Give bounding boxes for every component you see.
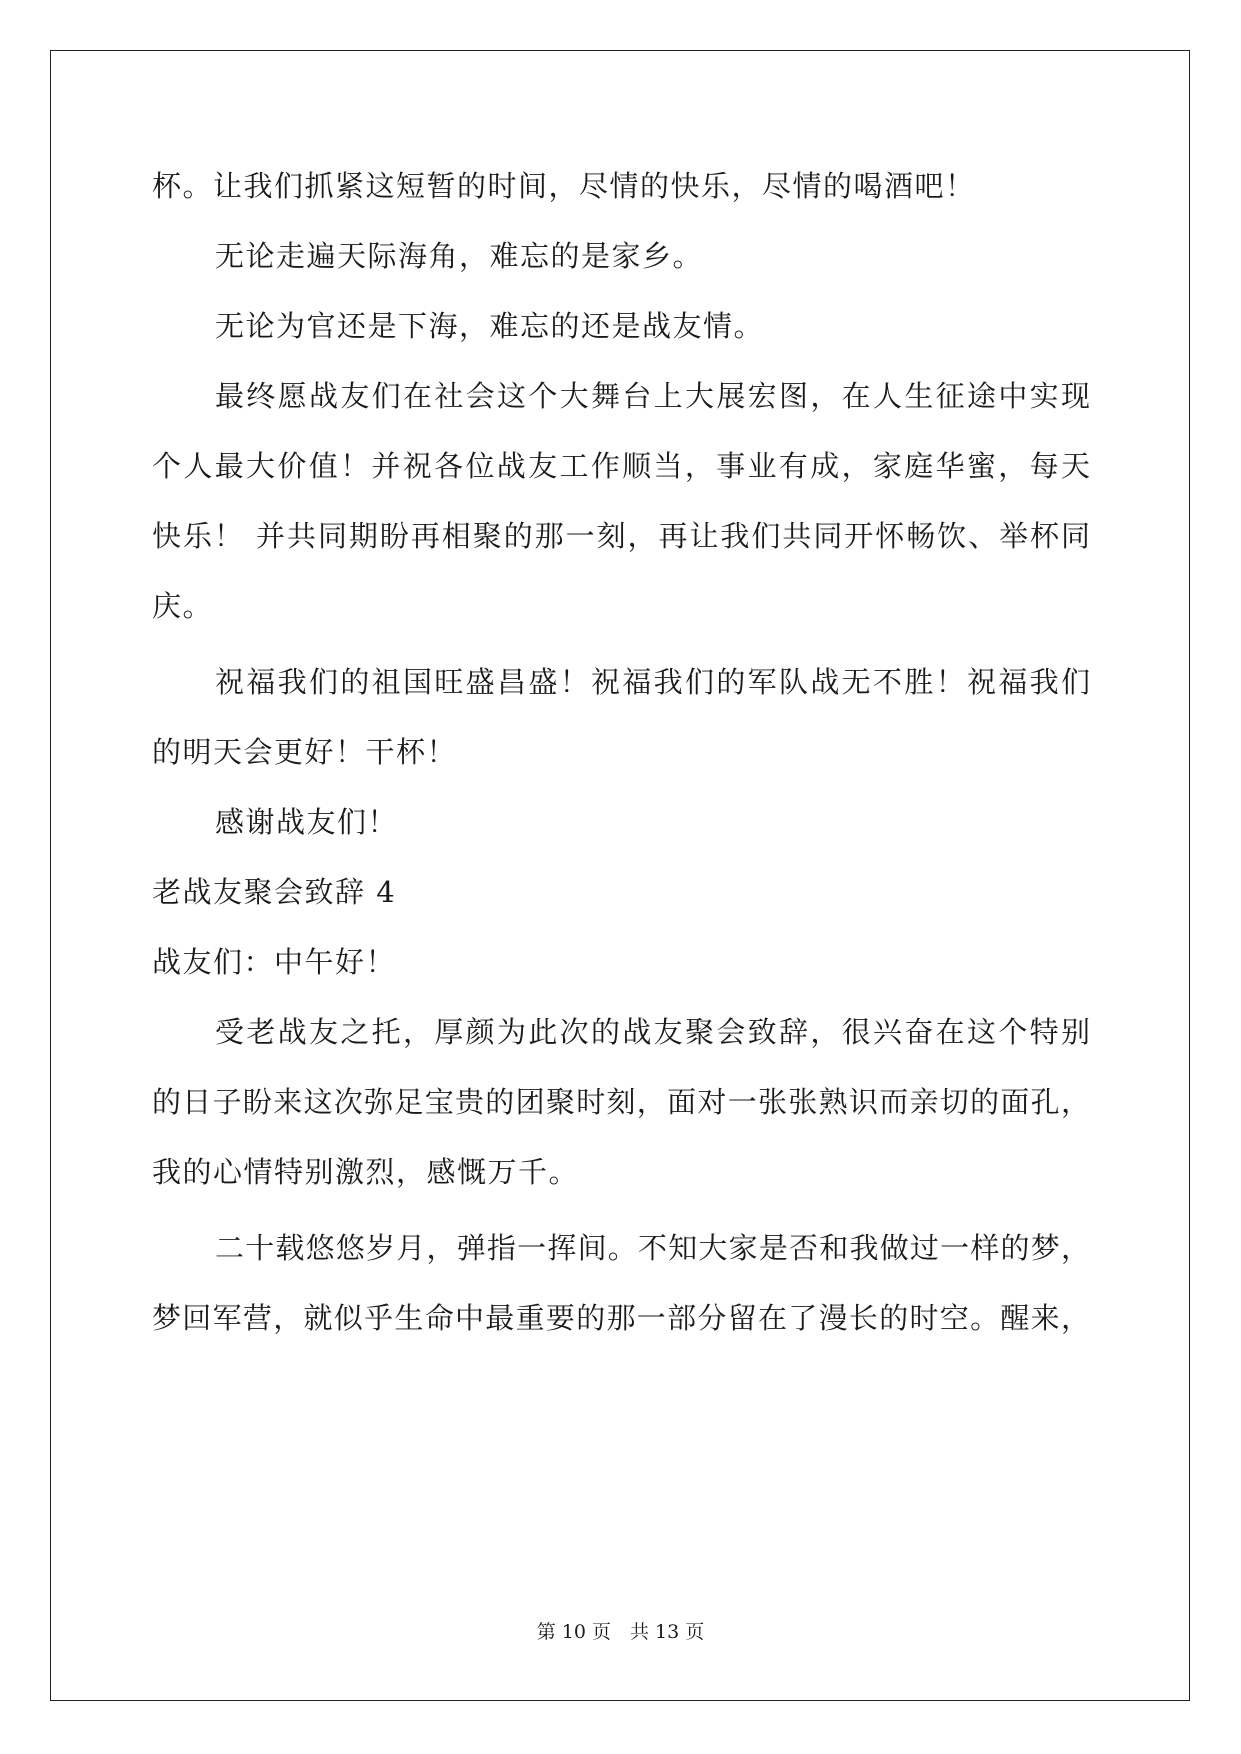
text-line: 祝福我们的祖国旺盛昌盛！祝福我们的军队战无不胜！祝福我们: [215, 665, 1090, 699]
text-line: 感谢战友们！: [215, 805, 399, 839]
text-line: 杯。让我们抓紧这短暂的时间，尽情的快乐，尽情的喝酒吧！: [152, 169, 976, 203]
text-line: 梦回军营，就似乎生命中最重要的那一部分留在了漫长的时空。醒来，: [152, 1301, 1090, 1335]
text-line: 我的心情特别激烈，感慨万千。: [152, 1155, 580, 1189]
text-line: 无论走遍天际海角，难忘的是家乡。: [215, 239, 704, 273]
text-line: 受老战友之托，厚颜为此次的战友聚会致辞，很兴奋在这个特别: [215, 1015, 1090, 1049]
salutation: 战友们：中午好！: [152, 945, 397, 979]
text-line: 最终愿战友们在社会这个大舞台上大展宏图，在人生征途中实现: [215, 379, 1090, 413]
section-heading: 老战友聚会致辞 4: [152, 875, 397, 909]
text-line: 的日子盼来这次弥足宝贵的团聚时刻，面对一张张熟识而亲切的面孔，: [152, 1085, 1090, 1119]
text-line: 无论为官还是下海，难忘的还是战友情。: [215, 309, 765, 343]
text-line: 庆。: [152, 589, 214, 623]
text-line: 的明天会更好！干杯！: [152, 735, 458, 769]
page-number-footer: 第 10 页 共 13 页: [536, 1621, 705, 1643]
text-line: 二十载悠悠岁月，弹指一挥间。不知大家是否和我做过一样的梦，: [215, 1231, 1090, 1265]
text-line: 个人最大价值！并祝各位战友工作顺当，事业有成，家庭华蜜，每天: [152, 449, 1090, 483]
text-line: 快乐！ 并共同期盼再相聚的那一刻，再让我们共同开怀畅饮、举杯同: [152, 519, 1090, 553]
